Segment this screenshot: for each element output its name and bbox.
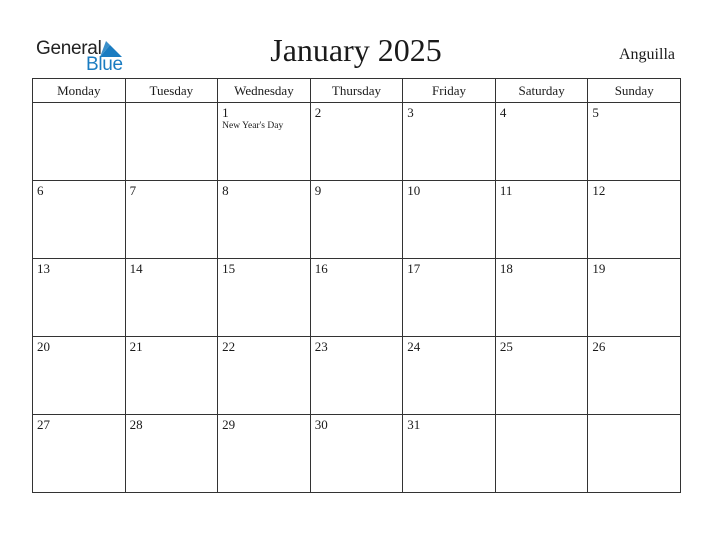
day-cell <box>495 415 588 493</box>
day-cell <box>33 415 126 493</box>
day-cell <box>33 337 126 415</box>
day-number: 21 <box>129 339 143 354</box>
weekday-tuesday: Tuesday <box>125 79 218 103</box>
week-row <box>33 259 681 337</box>
day-cell <box>403 415 496 493</box>
logo-word-general: General <box>36 38 102 59</box>
holiday-label: New Year's Day <box>222 121 284 131</box>
day-number: 14 <box>129 261 143 276</box>
day-cell <box>125 337 218 415</box>
day-cell <box>588 415 681 493</box>
day-number: 31 <box>407 417 421 432</box>
weekday-friday: Friday <box>403 79 496 103</box>
day-cell <box>310 337 403 415</box>
weekday-sunday: Sunday <box>588 79 681 103</box>
day-cell <box>495 181 588 259</box>
day-number: 22 <box>222 339 236 354</box>
day-cell <box>310 181 403 259</box>
day-cell <box>310 415 403 493</box>
day-cell <box>33 259 126 337</box>
day-cell <box>218 103 311 181</box>
day-number: 18 <box>499 261 513 276</box>
day-number: 27 <box>37 417 50 432</box>
day-number: 4 <box>499 105 507 120</box>
day-number: 11 <box>499 183 513 198</box>
day-number <box>496 415 588 418</box>
day-number: 25 <box>499 339 513 354</box>
day-number: 6 <box>37 183 44 198</box>
day-cell <box>218 415 311 493</box>
day-cell <box>218 181 311 259</box>
day-cell <box>33 181 126 259</box>
calendar-title: January 2025 <box>270 32 442 68</box>
day-number: 7 <box>129 183 137 198</box>
day-cell <box>495 259 588 337</box>
day-cell <box>403 337 496 415</box>
day-cell <box>125 103 218 181</box>
day-number <box>33 103 125 106</box>
day-cell <box>403 181 496 259</box>
weekday-row <box>33 79 681 103</box>
day-number: 8 <box>222 183 229 198</box>
day-number: 19 <box>592 261 606 276</box>
weekday-header <box>33 79 681 103</box>
day-cell <box>588 259 681 337</box>
day-number: 3 <box>407 105 414 120</box>
day-cell <box>588 337 681 415</box>
day-cell <box>588 181 681 259</box>
day-number: 28 <box>129 417 143 432</box>
day-cell <box>310 259 403 337</box>
weekday-thursday: Thursday <box>310 79 403 103</box>
day-number <box>126 103 218 106</box>
day-number <box>588 415 680 418</box>
day-cell <box>495 103 588 181</box>
day-number: 20 <box>37 339 50 354</box>
day-cell <box>125 259 218 337</box>
day-number: 13 <box>37 261 50 276</box>
day-number: 2 <box>314 105 322 120</box>
day-cell <box>310 103 403 181</box>
day-number: 1 <box>222 105 229 120</box>
calendar-body <box>33 103 681 493</box>
day-number: 24 <box>407 339 421 354</box>
day-cell <box>125 415 218 493</box>
calendar-grid <box>32 78 681 493</box>
day-number: 26 <box>592 339 606 354</box>
day-cell <box>403 259 496 337</box>
day-cell <box>33 103 126 181</box>
day-number: 17 <box>407 261 421 276</box>
weekday-monday: Monday <box>33 79 126 103</box>
region-label: Anguilla <box>619 46 675 63</box>
day-number: 30 <box>314 417 328 432</box>
day-number: 29 <box>222 417 236 432</box>
day-number: 10 <box>407 183 421 198</box>
day-number: 9 <box>314 183 322 198</box>
day-cell <box>403 103 496 181</box>
day-cell <box>588 103 681 181</box>
week-row <box>33 103 681 181</box>
day-cell <box>125 181 218 259</box>
week-row <box>33 415 681 493</box>
week-row <box>33 337 681 415</box>
logo-word-blue: Blue <box>86 54 123 75</box>
week-row <box>33 181 681 259</box>
weekday-saturday: Saturday <box>495 79 588 103</box>
day-number: 12 <box>592 183 606 198</box>
day-number: 16 <box>314 261 328 276</box>
day-cell <box>218 259 311 337</box>
day-number: 15 <box>222 261 236 276</box>
weekday-wednesday: Wednesday <box>218 79 311 103</box>
day-number: 23 <box>314 339 328 354</box>
day-number: 5 <box>592 105 599 120</box>
day-cell <box>218 337 311 415</box>
day-cell <box>495 337 588 415</box>
